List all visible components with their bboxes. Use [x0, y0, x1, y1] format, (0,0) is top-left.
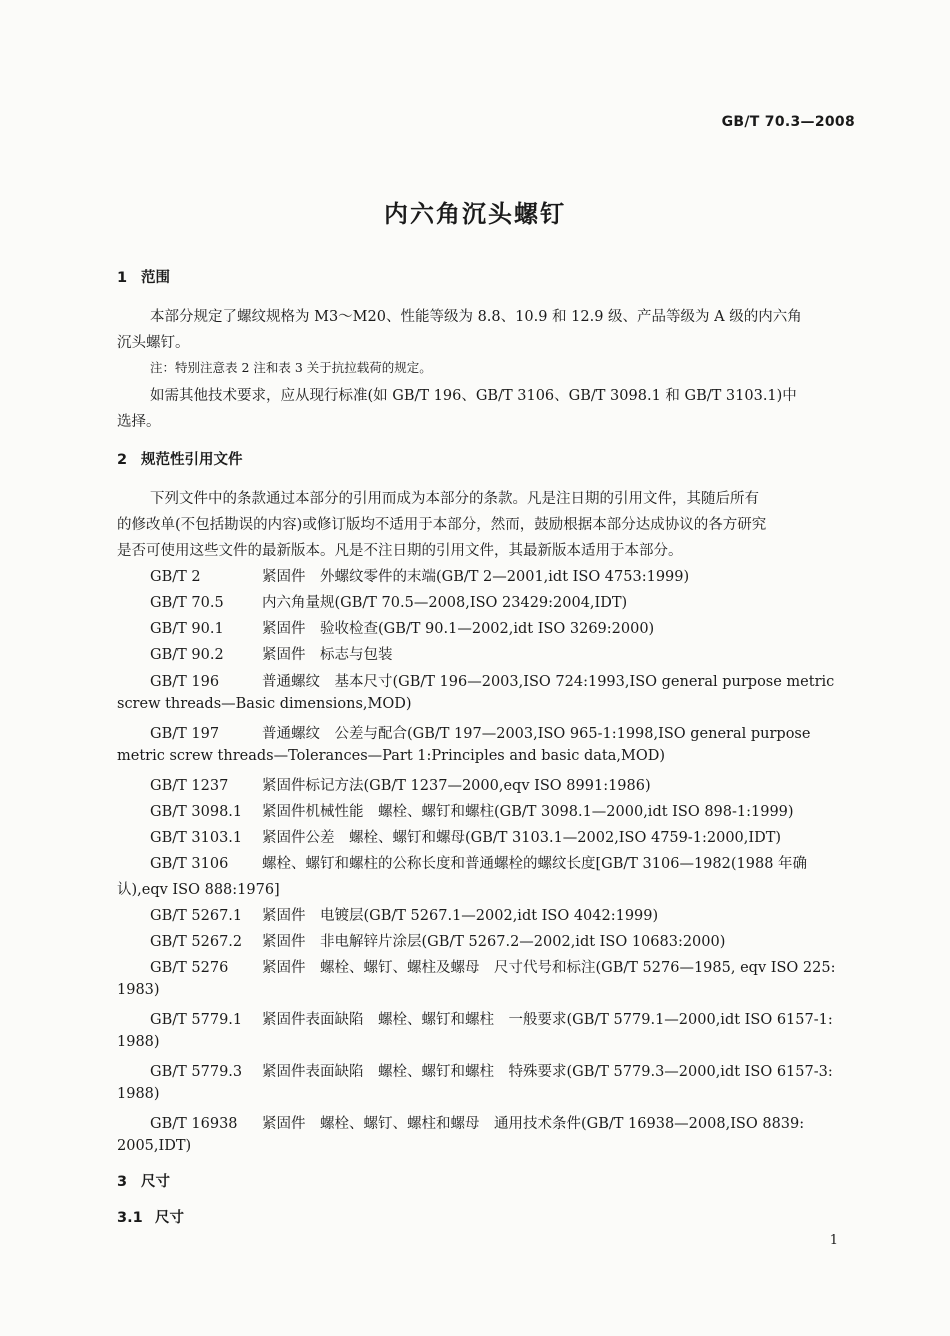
reference-item-cont: metric screw threads—Tolerances—Part 1:Principles and basic data,MOD) — [117, 748, 665, 764]
section-2-intro-3: 是否可使用这些文件的最新版本。凡是不注日期的引用文件，其最新版本适用于本部分。 — [117, 543, 683, 559]
section-3-1-heading: 3.1 尺寸 — [117, 1210, 184, 1226]
section-1-paragraph-1: 本部分规定了螺纹规格为 M3～M20、性能等级为 8.8、10.9 和 12.9 级、产品等级为 A 级的内六角 — [150, 309, 802, 325]
reference-item-cont: 1988) — [117, 1034, 160, 1050]
reference-item: GB/T 1237 紧固件标记方法(GB/T 1237—2000,eqv ISO 8991:1986) — [150, 778, 651, 794]
reference-item: GB/T 90.2 紧固件 标志与包装 — [150, 647, 393, 663]
reference-item: GB/T 197 普通螺纹 公差与配合(GB/T 197—2003,ISO 965-1:1998,ISO general purpose — [150, 726, 811, 742]
section-1-paragraph-2-cont: 选择。 — [117, 414, 161, 430]
reference-item: GB/T 5276 紧固件 螺栓、螺钉、螺柱及螺母 尺寸代号和标注(GB/T 5276—1985, eqv ISO 225: — [150, 960, 836, 976]
section-1-paragraph-2: 如需其他技术要求，应从现行标准(如 GB/T 196、GB/T 3106、GB/T 3098.1 和 GB/T 3103.1)中 — [150, 388, 797, 404]
reference-item-cont: screw threads—Basic dimensions,MOD) — [117, 696, 412, 712]
reference-item: GB/T 2 紧固件 外螺纹零件的末端(GB/T 2—2001,idt ISO 4753:1999) — [150, 569, 690, 585]
reference-item: GB/T 5779.3 紧固件表面缺陷 螺栓、螺钉和螺柱 特殊要求(GB/T 5779.3—2000,idt ISO 6157-3: — [150, 1064, 833, 1080]
reference-item: GB/T 90.1 紧固件 验收检查(GB/T 90.1—2002,idt ISO 3269:2000) — [150, 621, 655, 637]
standard-number: GB/T 70.3—2008 — [721, 114, 855, 130]
reference-item: GB/T 3103.1 紧固件公差 螺栓、螺钉和螺母(GB/T 3103.1—2002,ISO 4759-1:2000,IDT) — [150, 830, 782, 846]
reference-item: GB/T 3098.1 紧固件机械性能 螺栓、螺钉和螺柱(GB/T 3098.1—2000,idt ISO 898-1:1999) — [150, 804, 794, 820]
section-1-note: 注：特别注意表 2 注和表 3 关于抗拉载荷的规定。 — [150, 360, 432, 375]
reference-item: GB/T 16938 紧固件 螺栓、螺钉、螺柱和螺母 通用技术条件(GB/T 16938—2008,ISO 8839: — [150, 1116, 805, 1132]
section-2-intro-1: 下列文件中的条款通过本部分的引用而成为本部分的条款。凡是注日期的引用文件，其随后所有 — [150, 491, 759, 507]
document-title: 内六角沉头螺钉 — [384, 200, 566, 228]
section-1-heading: 1 范围 — [117, 270, 170, 286]
reference-item: GB/T 196 普通螺纹 基本尺寸(GB/T 196—2003,ISO 724:1993,ISO general purpose metric — [150, 674, 835, 690]
page-number: 1 — [829, 1233, 838, 1248]
reference-item: GB/T 5779.1 紧固件表面缺陷 螺栓、螺钉和螺柱 一般要求(GB/T 5779.1—2000,idt ISO 6157-1: — [150, 1012, 833, 1028]
section-3-heading: 3 尺寸 — [117, 1174, 170, 1190]
reference-item: GB/T 5267.2 紧固件 非电解锌片涂层(GB/T 5267.2—2002,idt ISO 10683:2000) — [150, 934, 726, 950]
reference-item: GB/T 5267.1 紧固件 电镀层(GB/T 5267.1—2002,idt ISO 4042:1999) — [150, 908, 659, 924]
section-1-paragraph-1-cont: 沉头螺钉。 — [117, 335, 190, 351]
reference-item: GB/T 3106 螺栓、螺钉和螺柱的公称长度和普通螺栓的螺纹长度[GB/T 3106—1982(1988 年确 — [150, 856, 808, 872]
reference-item-cont: 1983) — [117, 982, 160, 998]
reference-item-cont: 2005,IDT) — [117, 1138, 192, 1154]
reference-item-cont: 认),eqv ISO 888:1976] — [117, 882, 280, 898]
reference-item-cont: 1988) — [117, 1086, 160, 1102]
reference-item: GB/T 70.5 内六角量规(GB/T 70.5—2008,ISO 23429:2004,IDT) — [150, 595, 628, 611]
section-2-heading: 2 规范性引用文件 — [117, 452, 243, 468]
section-2-intro-2: 的修改单(不包括勘误的内容)或修订版均不适用于本部分，然而，鼓励根据本部分达成协议的各方研究 — [117, 517, 767, 533]
